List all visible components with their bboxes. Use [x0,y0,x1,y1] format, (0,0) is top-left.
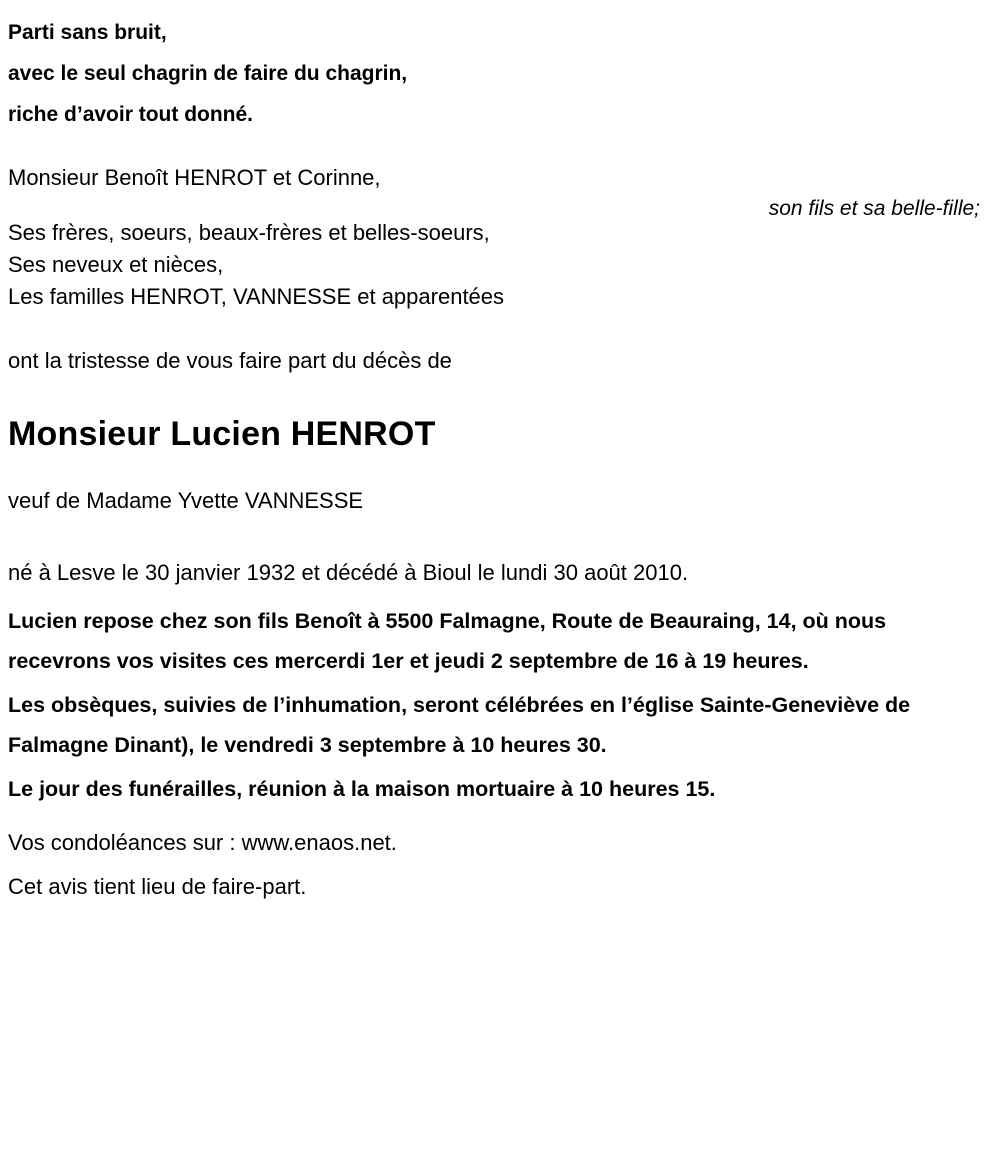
spouse-line: veuf de Madame Yvette VANNESSE [8,488,364,513]
arrangements-section [8,601,986,809]
epitaph-line: avec le seul chagrin de faire du chagrin, [8,62,408,85]
list-item: Ses frères, soeurs, beaux-frères et belles-soeurs, [8,220,490,245]
epitaph-verse [8,12,986,135]
list-item: Ses neveux et nièces, [8,252,224,277]
deceased-name: Monsieur Lucien HENROT [8,415,436,453]
epitaph-line: Parti sans bruit, [8,21,167,44]
funeral-paragraph: Les obsèques, suivies de l’inhumation, seront célébrées en l’église Sainte-Geneviève de Falmagne Dinant), le vendredi 3 septembre à 10 heures 30. [8,693,911,757]
list-item: Les familles HENROT, VANNESSE et apparentées [8,284,505,309]
visitation-paragraph: Lucien repose chez son fils Benoît à 5500 Falmagne, Route de Beauraing, 14, où nous recevrons vos visites ces mercerdi 1er et jeudi 2 septembre de 16 à 19 heures. [8,609,887,673]
epitaph-line: riche d’avoir tout donné. [8,103,254,126]
survivor-primary: Monsieur Benoît HENROT et Corinne, [8,165,381,190]
lifespan-line: né à Lesve le 30 janvier 1932 et décédé à Bioul le lundi 30 août 2010. [8,560,689,585]
survivor-list [8,217,986,313]
announcement-text: ont la tristesse de vous faire part du décès de [8,348,452,373]
survivors-section [8,161,986,313]
closing-section [8,821,986,909]
survivor-relation: son fils et sa belle-fille; [768,197,980,220]
condolences-line: Vos condoléances sur : www.enaos.net. [8,830,397,855]
faire-part-line: Cet avis tient lieu de faire-part. [8,874,307,899]
gathering-paragraph: Le jour des funérailles, réunion à la maison mortuaire à 10 heures 15. [8,777,716,801]
